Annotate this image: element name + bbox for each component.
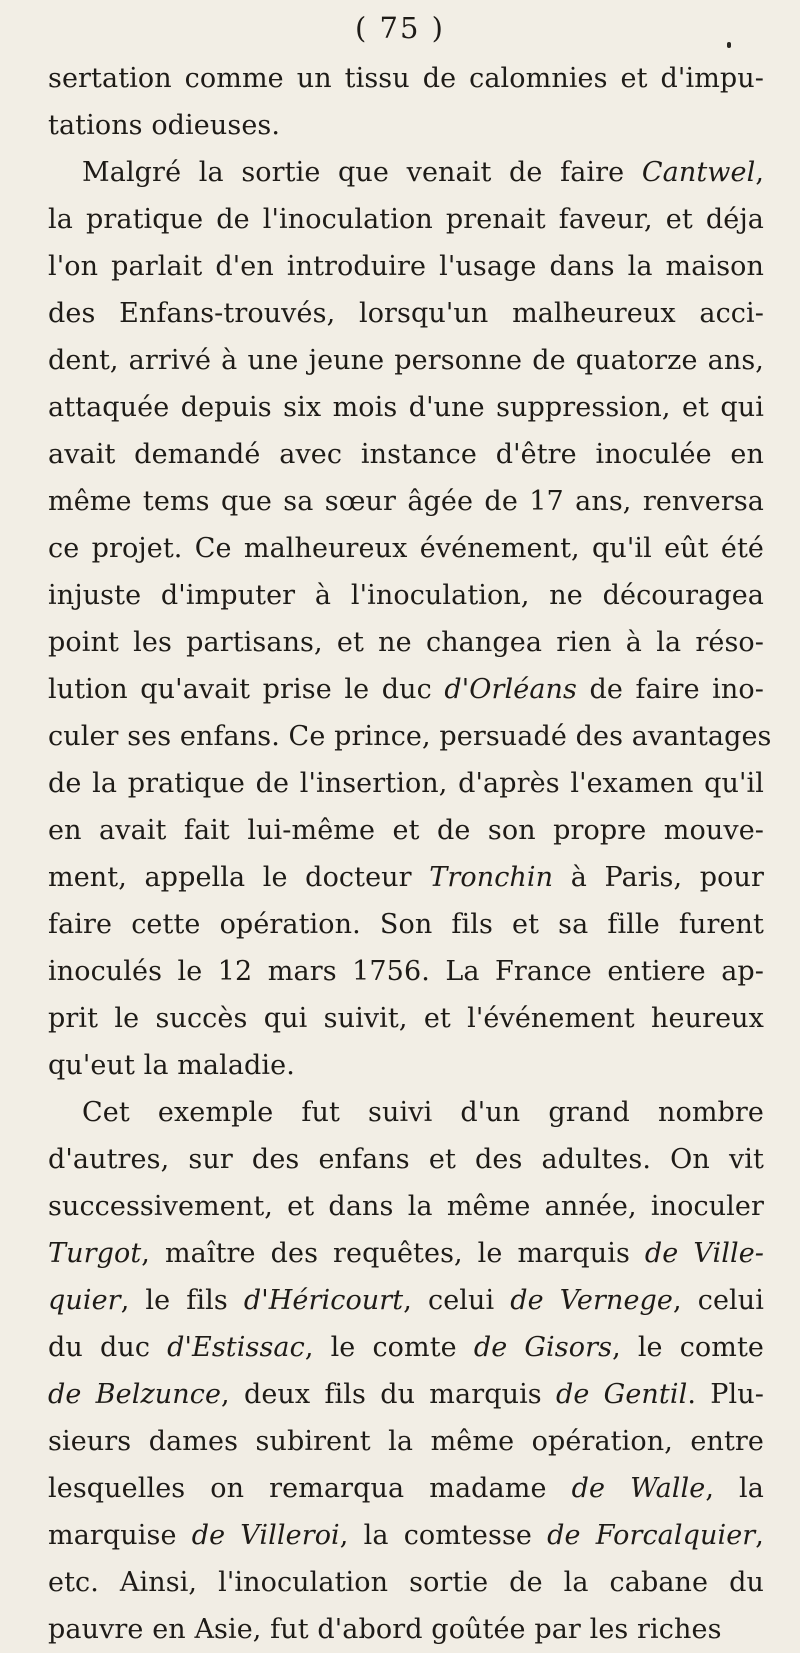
italic-name: d'Héricourt: [243, 1285, 404, 1316]
text-line: [48, 1418, 764, 1465]
italic-name: de Forcalquier: [547, 1520, 756, 1551]
italic-name: Tronchin: [429, 862, 554, 893]
text-segment: lution qu'avait prise le duc: [48, 674, 445, 705]
text-segment: sertation comme un tissu de calomnies et d'impu-: [48, 63, 764, 94]
text-segment: culer ses enfans. Ce prince, persuadé des avantages: [48, 721, 772, 752]
text-line: [48, 713, 772, 760]
text-segment: des Enfans-trouvés, lorsqu'un malheureux acci-: [48, 298, 764, 329]
text-segment: marquise: [48, 1520, 192, 1551]
text-segment: ,: [755, 157, 764, 188]
italic-name: Turgot: [48, 1238, 142, 1269]
italic-name: de Villeroi: [191, 1520, 340, 1551]
italic-name: de Ville-: [644, 1238, 764, 1269]
text-segment: successivement, et dans la même année, inoculer: [48, 1191, 764, 1222]
page-number: ( 75 ): [355, 11, 445, 45]
text-line: [48, 1230, 764, 1277]
text-segment: , la comtesse: [339, 1520, 548, 1551]
text-segment: ment, appella le docteur: [48, 862, 430, 893]
text-segment: , deux fils du marquis: [221, 1379, 556, 1410]
text-line: [48, 1042, 764, 1089]
text-segment: , celui: [403, 1285, 511, 1316]
text-line: [48, 901, 764, 948]
text-line: [48, 995, 764, 1042]
text-segment: injuste d'imputer à l'inoculation, ne découragea: [48, 580, 764, 611]
text-segment: du duc: [48, 1332, 168, 1363]
text-line: [48, 572, 764, 619]
text-line: [48, 431, 764, 478]
text-line: [48, 1606, 764, 1653]
text-segment: , le fils: [120, 1285, 244, 1316]
italic-name: Cantwel: [641, 157, 756, 188]
text-segment: prit le succès qui suivit, et l'événement heureux: [48, 1003, 764, 1034]
text-line: [48, 666, 764, 713]
text-segment: pauvre en Asie, fut d'abord goûtée par les riches: [48, 1614, 722, 1645]
text-segment: l'on parlait d'en introduire l'usage dans la maison: [48, 251, 764, 282]
text-line: [48, 196, 764, 243]
text-segment: inoculés le 12 mars 1756. La France entiere ap-: [48, 956, 764, 987]
text-line: [48, 1136, 764, 1183]
text-line: [48, 1183, 764, 1230]
text-line: [48, 854, 764, 901]
text-line: [48, 948, 764, 995]
text-segment: Cet exemple fut suivi d'un grand nombre: [82, 1097, 764, 1128]
italic-name: de Belzunce: [48, 1379, 222, 1410]
text-segment: . Plu-: [687, 1379, 764, 1410]
text-segment: point les partisans, et ne changea rien à la réso-: [48, 627, 764, 658]
text-line: [48, 1465, 764, 1512]
text-segment: dent, arrivé à une jeune personne de quatorze ans,: [48, 345, 764, 376]
italic-name: quier: [48, 1285, 121, 1316]
text-line: [48, 619, 764, 666]
text-segment: ce projet. Ce malheureux événement, qu'il eût été: [48, 533, 764, 564]
text-line: [48, 337, 764, 384]
text-segment: même tems que sa sœur âgée de 17 ans, renversa: [48, 486, 764, 517]
italic-name: de Gentil: [556, 1379, 688, 1410]
text-line: [48, 384, 764, 431]
text-segment: la pratique de l'inoculation prenait faveur, et déja: [48, 204, 764, 235]
text-segment: sieurs dames subirent la même opération, entre: [48, 1426, 764, 1457]
body-text: [48, 55, 772, 1653]
italic-name: d'Orléans: [444, 674, 577, 705]
text-segment: , le comte: [304, 1332, 474, 1363]
italic-name: d'Estissac: [167, 1332, 305, 1363]
text-segment: lesquelles on remarqua madame: [48, 1473, 572, 1504]
text-line: [48, 1277, 764, 1324]
text-line: [48, 1089, 764, 1136]
text-segment: attaquée depuis six mois d'une suppression, et qui: [48, 392, 764, 423]
italic-name: de Gisors: [473, 1332, 613, 1363]
text-line: [48, 149, 764, 196]
text-line: [48, 102, 764, 149]
text-segment: faire cette opération. Son fils et sa fille furent: [48, 909, 764, 940]
text-segment: avait demandé avec instance d'être inoculée en: [48, 439, 764, 470]
text-line: [48, 525, 764, 572]
text-segment: , maître des requêtes, le marquis: [141, 1238, 645, 1269]
text-line: [48, 55, 764, 102]
text-segment: , celui: [673, 1285, 765, 1316]
text-segment: Malgré la sortie que venait de faire: [82, 157, 642, 188]
text-line: [48, 290, 764, 337]
text-segment: d'autres, sur des enfans et des adultes. On vit: [48, 1144, 764, 1175]
text-line: [48, 807, 764, 854]
text-segment: tations odieuses.: [48, 110, 281, 141]
text-segment: de la pratique de l'insertion, d'après l'examen qu'il: [48, 768, 764, 799]
text-line: [48, 1371, 764, 1418]
text-segment: , la: [705, 1473, 764, 1504]
text-line: [48, 478, 764, 525]
text-segment: etc. Ainsi, l'inoculation sortie de la cabane du: [48, 1567, 764, 1598]
text-segment: , le comte: [612, 1332, 765, 1363]
text-line: [48, 243, 764, 290]
text-segment: ,: [755, 1520, 764, 1551]
italic-name: de Walle: [571, 1473, 706, 1504]
italic-name: de Vernege: [510, 1285, 674, 1316]
text-line: [48, 1324, 764, 1371]
text-segment: de faire ino-: [576, 674, 764, 705]
text-segment: en avait fait lui-même et de son propre mouve-: [48, 815, 764, 846]
text-line: [48, 760, 764, 807]
text-line: [48, 1559, 764, 1606]
text-segment: qu'eut la maladie.: [48, 1050, 295, 1081]
text-segment: à Paris, pour: [553, 862, 764, 893]
text-line: [48, 1512, 764, 1559]
